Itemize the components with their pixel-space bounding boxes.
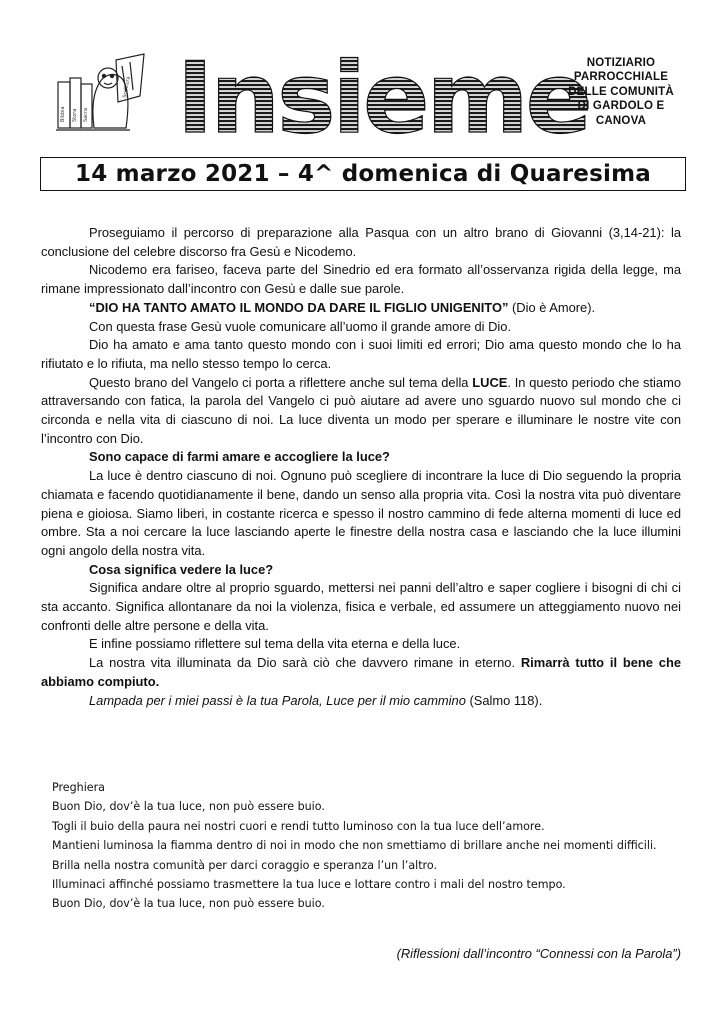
book-label: Stora <box>72 108 78 122</box>
paragraph: Significa andare oltre al proprio sguardo, mettersi nei panni dell’altro e saper cogliere i bisogni di chi ci sta accanto. Significa allontanare da noi la violenza, fisica e verbale, ed assumere un atteggiamento nuovo nei confronti delle altre persone e della vita. <box>41 580 681 633</box>
page-header <box>0 0 724 156</box>
paragraph: Con questa frase Gesù vuole comunicare all’uomo il grande amore di Dio. <box>89 318 512 334</box>
prayer-line: Brilla nella nostra comunità per darci coraggio e speranza l’un l’altro. <box>52 858 437 872</box>
prayer-section <box>52 778 692 914</box>
prayer-line: Buon Dio, dov’è la tua luce, non può essere buio. <box>52 897 325 911</box>
prayer-line: Mantieni luminosa la fiamma dentro di noi in modo che non smettiamo di brillare anche nei momenti difficili. <box>52 839 657 853</box>
paragraph <box>41 374 681 449</box>
bold-sentence: Rimarrà tutto il bene che abbiamo compiuto. <box>41 655 681 689</box>
publication-line: NOTIZIARIO <box>586 57 656 69</box>
prayer-heading: Preghiera <box>52 781 105 794</box>
publication-line: DI GARDOLO E <box>577 100 665 113</box>
book-label: Sacra <box>83 107 89 122</box>
psalm-quote: Lampada per i miei passi è la tua Parola, Luce per il mio cammino <box>89 692 466 708</box>
footer-credit: (Riflessioni dall’incontro “Connessi con la Parola”) <box>396 946 681 961</box>
paragraph-text: La nostra vita illuminata da Dio sarà ciò che davvero rimane in eterno. <box>89 655 521 671</box>
publication-line: PARROCCHIALE <box>573 71 669 84</box>
masthead-logo <box>176 42 590 156</box>
title-box <box>40 157 686 191</box>
question-text: Sono capace di farmi amare e accogliere la luce? <box>89 449 390 465</box>
paragraph <box>41 692 681 711</box>
paragraph: Proseguiamo il percorso di preparazione alla Pasqua con un altro brano di Giovanni (3,14-21): la conclusione del celebre discorso fra Gesù e Nicodemo. <box>41 225 681 259</box>
book-label: Scrittura <box>122 76 132 99</box>
book-label: Bibbia <box>60 106 66 122</box>
paragraph: Dio ha amato e ama tanto questo mondo con i suoi limiti ed errori; Dio ama questo mondo che lo ha rifiutato e lo rifiuta, ma nello stesso tempo lo cerca. <box>41 337 681 371</box>
prayer-line: Buon Dio, dov’è la tua luce, non può essere buio. <box>52 800 325 814</box>
bold-quote: “DIO HA TANTO AMATO IL MONDO DA DARE IL FIGLIO UNIGENITO” <box>89 299 509 315</box>
page-title: 14 marzo 2021 – 4^ domenica di Quaresima <box>75 161 651 187</box>
paragraph: Nicodemo era fariseo, faceva parte del Sinedrio ed era formato all’osservanza rigida della legge, ma rimane impressionato dall’incontro con Gesù e dalle sue parole. <box>41 262 681 297</box>
paragraph-text: Questo brano del Vangelo ci porta a riflettere anche sul tema della <box>89 374 473 390</box>
article-body <box>41 224 681 710</box>
publication-line: CANOVA <box>595 114 647 127</box>
question-heading <box>41 561 681 580</box>
prayer-line: Illuminaci affinché possiamo trasmettere la tua luce e lottare contro i mali del nostro tempo. <box>52 878 566 892</box>
paragraph <box>41 654 681 691</box>
paragraph-text: (Salmo 118). <box>465 692 543 708</box>
paragraph-text: . In questo periodo che stiamo attraversando con fatica, la parola del Vangelo ci può aiutare ad avere uno sguardo nuovo sul mondo che ci circonda e nella vita di ciascuno di noi. La luce diventa un modo per sperare e illuminare le nostre vite con l’incontro con Dio. <box>41 374 682 446</box>
paragraph <box>41 299 681 318</box>
publication-line: DELLE COMUNITÀ <box>568 85 674 98</box>
mascot-books-illustration <box>56 52 146 134</box>
paragraph: La luce è dentro ciascuno di noi. Ognuno può scegliere di incontrare la luce di Dio seguendo la propria chiamata e facendo quotidianamente il bene, dando un senso alla propria vita. Così la nostra vita può diventare piena e gioiosa. Siamo liberi, in costante ricerca e spesso il nostro cammino di fede alterna momenti di luce ed ombre. Sta a noi cercare la luce lasciando aperte le finestre della nostra casa e lasciando che la luce illumini ogni angolo della nostra vita. <box>41 468 681 558</box>
masthead-title: Insieme <box>176 42 590 156</box>
question-text: Cosa significa vedere la luce? <box>89 561 274 577</box>
prayer-line: Togli il buio della paura nei nostri cuori e rendi tutto luminoso con la tua luce dell’amore. <box>52 819 545 833</box>
paragraph-text: (Dio è Amore). <box>508 299 596 315</box>
bold-word: LUCE <box>472 374 508 390</box>
question-heading <box>41 448 681 467</box>
paragraph: E infine possiamo riflettere sul tema della vita eterna e della luce. <box>89 636 461 652</box>
publication-info <box>562 56 680 128</box>
